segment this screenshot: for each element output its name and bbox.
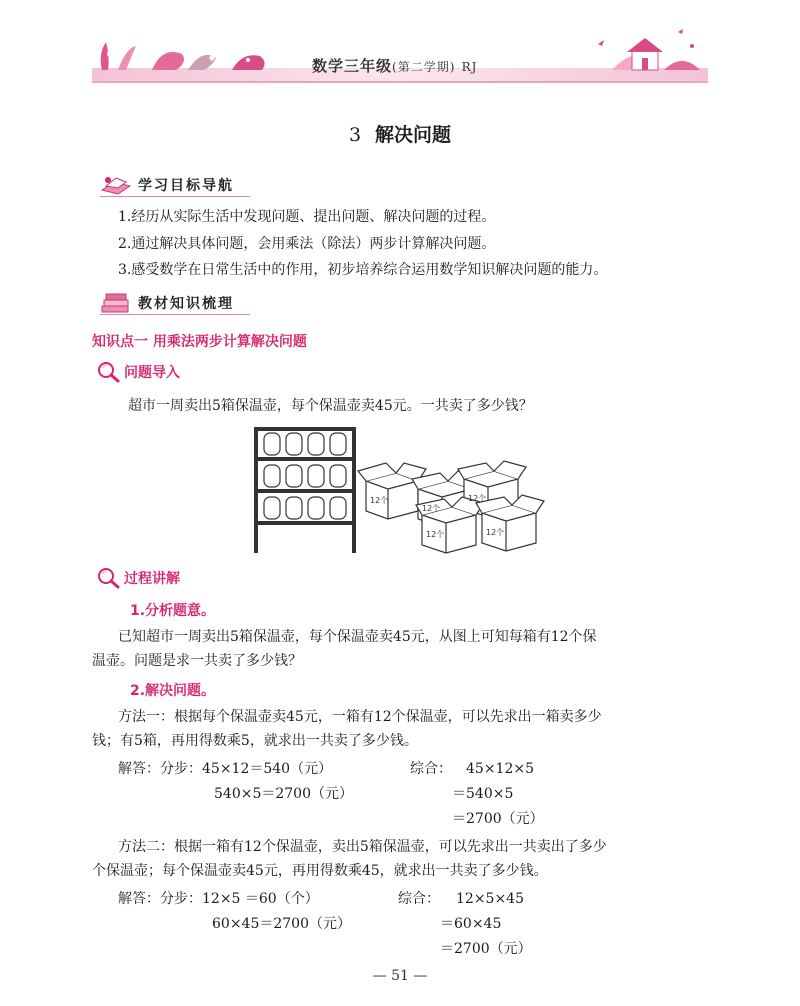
equation: ＝2700（元） [452, 811, 544, 827]
answer-prefix: 解答：分步： [118, 761, 202, 777]
intro-question: 超市一周卖出5箱保温壶，每个保温壶卖45元。一共卖了多少钱？ [128, 398, 533, 414]
combined-label: 综合： [398, 891, 440, 907]
analysis-line: 已知超市一周卖出5箱保温壶，每个保温壶卖45元，从图上可知每箱有12个保 [118, 629, 597, 645]
method2-answer [118, 890, 319, 908]
goal-item: 3.感受数学在日常生活中的作用，初步培养综合运用数学知识解决问题的能力。 [118, 262, 608, 278]
process-heading-label: 过程讲解 [124, 571, 180, 587]
chapter-number: 3 [348, 124, 362, 146]
goals-heading-label: 学习目标导航 [138, 178, 234, 194]
box-label: 12个 [468, 494, 487, 503]
intro-heading [96, 360, 180, 384]
magnifier-icon [96, 360, 122, 384]
chapter-title [0, 120, 800, 147]
box-label: 12个 [422, 504, 441, 513]
equation: 12×5 ＝60（个） [202, 891, 319, 907]
equation: ＝60×45 [440, 916, 502, 932]
chapter-name: 解决问题 [375, 124, 452, 146]
goals-underline [100, 196, 250, 197]
box-label: 12个 [426, 530, 445, 539]
equation: 540×5＝2700（元） [214, 786, 353, 802]
goal-item: 2.通过解决具体问题，会用乘法（除法）两步计算解决问题。 [118, 236, 496, 252]
box-label: 12个 [486, 528, 505, 537]
equation: 45×12×5 [466, 761, 534, 777]
process-heading [96, 566, 180, 590]
book-title: 数学三年级 [312, 57, 393, 75]
method1-line: 方法一：根据每个保温壶卖45元，一箱有12个保温壶，可以先求出一箱卖多少 [118, 709, 602, 725]
step2-label: 2.解决问题。 [130, 683, 216, 699]
answer-prefix: 解答：分步： [118, 891, 202, 907]
equation: ＝540×5 [452, 786, 514, 802]
equation: 12×5×45 [456, 891, 524, 907]
combined-label: 综合： [410, 761, 452, 777]
method1-line: 钱；有5箱，再用得数乘5，就求出一共卖了多少钱。 [92, 733, 418, 749]
equation: 45×12＝540（元） [202, 761, 333, 777]
header-decoration [92, 18, 708, 88]
books-stack-icon [100, 292, 132, 314]
step1-label: 1.分析题意。 [130, 603, 216, 619]
knowledge-heading-label: 教材知识梳理 [138, 296, 234, 312]
book-subtitle: (第二学期) [392, 60, 456, 74]
equation: ＝2700（元） [440, 941, 532, 957]
knowledge-underline [100, 314, 250, 315]
knowledge-point-title: 知识点一 用乘法两步计算解决问题 [92, 334, 307, 350]
method1-answer [118, 760, 332, 778]
book-icon [100, 174, 132, 196]
method2-line: 方法二：根据一箱有12个保温壶，卖出5箱保温壶，可以先求出一共卖出了多少 [118, 839, 607, 855]
book-edition: RJ [461, 60, 478, 74]
box-label: 12个 [370, 496, 389, 505]
intro-heading-label: 问题导入 [124, 365, 180, 381]
equation: 60×45＝2700（元） [212, 916, 351, 932]
analysis-line: 温壶。问题是求一共卖了多少钱？ [92, 653, 302, 669]
goals-heading [100, 174, 234, 196]
knowledge-heading [100, 292, 234, 314]
book-header-title [312, 55, 477, 76]
goal-item: 1.经历从实际生活中发现问题、提出问题、解决问题的过程。 [118, 209, 496, 225]
method2-line: 个保温壶；每个保温壶卖45元，再用得数乘45，就求出一共卖了多少钱。 [92, 863, 548, 879]
magnifier-icon [96, 566, 122, 590]
thermos-illustration [246, 423, 556, 557]
page-number: — 51 — [372, 968, 428, 984]
